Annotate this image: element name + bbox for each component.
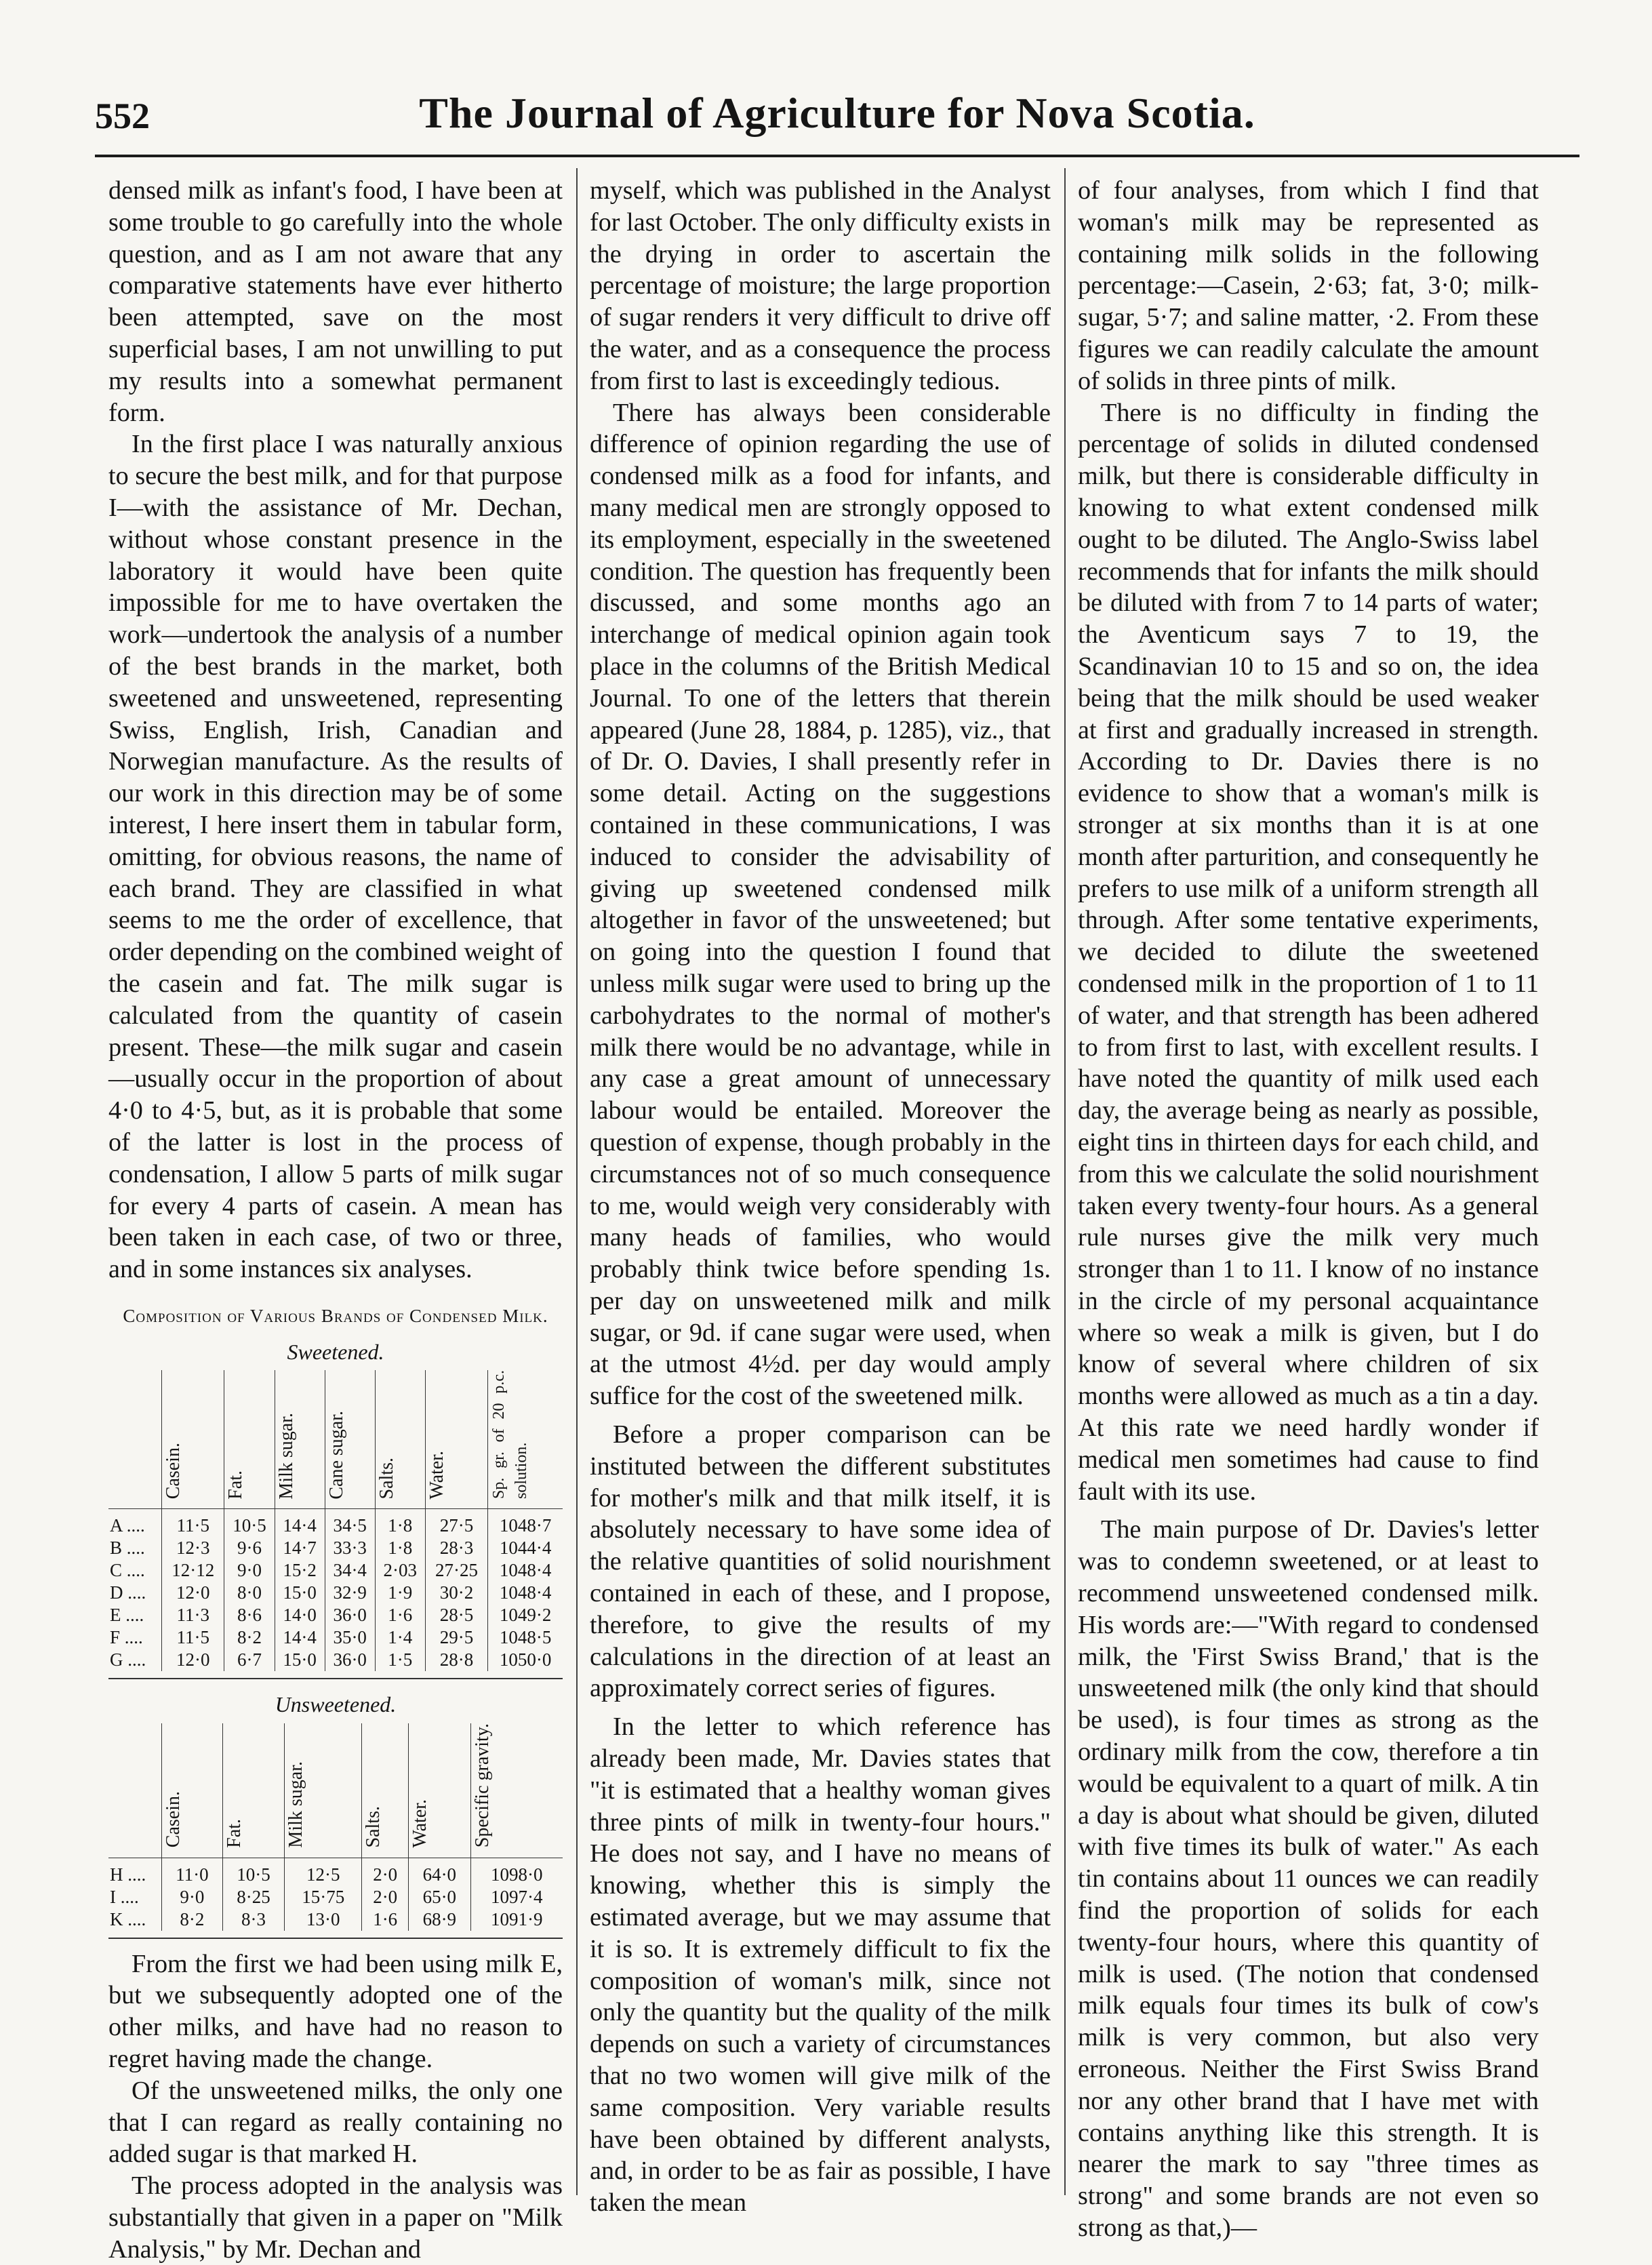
- paragraph: Before a proper comparison can be instituted between the different substitutes for mother's milk and that milk itself, it is absolutely necessary to have some idea of the relative quantities of solid nourishment contained in each of these, and I propose, therefore, to give the results of my calculations in the direction of at least an approximately correct series of figures.: [590, 1420, 1051, 1703]
- table-row: [108, 1886, 563, 1908]
- table-row: [108, 1649, 563, 1671]
- table-cell: 28·5: [425, 1604, 487, 1626]
- table-cell: 12·0: [162, 1582, 224, 1604]
- table-cell: 32·9: [325, 1582, 375, 1604]
- table-cell: 36·0: [325, 1604, 375, 1626]
- table-cell: 65·0: [409, 1886, 470, 1908]
- table-cell: 8·3: [222, 1908, 284, 1931]
- table-cell: 1048·4: [488, 1582, 563, 1604]
- page-number: 552: [95, 96, 150, 136]
- column-3: [1078, 175, 1539, 2244]
- table-cell: 15·2: [275, 1559, 325, 1582]
- table-cell: 12·5: [285, 1858, 362, 1886]
- table-cell: 36·0: [325, 1649, 375, 1671]
- table-cell: 1044·4: [488, 1537, 563, 1559]
- row-label: F ....: [110, 1627, 143, 1648]
- table-cell: 1097·4: [470, 1886, 563, 1908]
- paragraph: densed milk as infant's food, I have been at some trouble to go carefully into the whole question, and as I am not aware that any comparative statements have ever hitherto been attempted, save on the most superficial bases, I am not unwilling to put my results into a somewhat permanent form.: [108, 176, 563, 427]
- table-cell: 8·0: [224, 1582, 275, 1604]
- table-cell: 1·5: [375, 1649, 425, 1671]
- column-divider-2: [1064, 168, 1066, 2195]
- table-cell: 27·25: [425, 1559, 487, 1582]
- row-label-header: [108, 1370, 162, 1509]
- paragraph: myself, which was published in the Analyst for last October. The only difficulty exists in the drying in order to ascertain the percentage of moisture; the large proportion of sugar renders it very difficult to drive off the water, and as a consequence the process from first to last is exceedingly tedious.: [590, 176, 1051, 395]
- paragraph: In the letter to which reference has already been made, Mr. Davies states that "it is estimated that a healthy woman gives three pints of milk in twenty-four hours." He does not say, and I have no means of knowing, whether this is simply the estimated average, but we may assume that it is so. It is extremely difficult to fix the composition of woman's milk, since not only the quantity but the quality of the milk depends on such a variety of circumstances that no two women will give milk of the same composition. Very variable results have been obtained by different analysts, and, in order to be as fair as possible, I have taken the mean: [590, 1712, 1051, 2218]
- paragraph: In the first place I was naturally anxious to secure the best milk, and for that purpose I—with the assistance of Mr. Dechan, without whose constant presence in the laboratory it would have been quite impossible for me to have overtaken the work—undertook the analysis of a number of the best brands in the market, both sweetened and unsweetened, representing Swiss, English, Irish, Canadian and Norwegian manufacture. As the results of our work in this direction may be of some interest, I here insert them in tabular form, omitting, for obvious reasons, the name of each brand. They are classified in what seems to me the order of excellence, that order depending on the combined weight of the casein and fat. The milk sugar is calculated from the quantity of casein present. These—the milk sugar and casein—usually occur in the proportion of about 4·0 to 4·5, but, as it is probable that some of the latter is lost in the process of condensation, I allow 5 parts of milk sugar for every 4 parts of casein. A mean has been taken in each case, of two or three, and in some instances six analyses.: [108, 430, 563, 1284]
- column-header: Salts.: [363, 1806, 384, 1848]
- column-header: Water.: [409, 1799, 431, 1848]
- paragraph: Of the unsweetened milks, the only one that I can regard as really containing no added sugar is that marked H.: [108, 2076, 563, 2169]
- table-cell: 11·3: [162, 1604, 224, 1626]
- row-label: E ....: [110, 1605, 144, 1626]
- table-cell: 34·4: [325, 1559, 375, 1582]
- table-cell: 14·4: [275, 1509, 325, 1538]
- table-cell: 15·0: [275, 1582, 325, 1604]
- table-cell: 28·8: [425, 1649, 487, 1671]
- table-row: [108, 1537, 563, 1559]
- table-cell: 9·6: [224, 1537, 275, 1559]
- table-cell: 1·9: [375, 1582, 425, 1604]
- table-row: [108, 1626, 563, 1649]
- column-header: Cane sugar.: [325, 1410, 347, 1500]
- table-cell: 8·25: [222, 1886, 284, 1908]
- paragraph: There is no difficulty in finding the percentage of solids in diluted condensed milk, but there is considerable difficulty in knowing to what extent condensed milk ought to be diluted. The Anglo-Swiss label recommends that for infants the milk should be diluted with from 7 to 14 parts of water; the Aventicum says 7 to 19, the Scandinavian 10 to 15 and so on, the idea being that the milk should be used weaker at first and gradually increased in strength. According to Dr. Davies there is no evidence to show that a woman's milk is stronger at six months than it is at one month after parturition, and consequently he prefers to use milk of a uniform strength all through. After some tentative experiments, we decided to dilute the sweetened condensed milk in the proportion of 1 to 11 of water, and that strength has been adhered to from first to last, with excellent results. I have noted the quantity of milk used each day, the average being as nearly as possible, eight tins in thirteen days for each child, and from this we calculate the solid nourishment taken every twenty-four hours. As a general rule nurses give the milk very much stronger than 1 to 11. I know of no instance in the circle of my personal acquaintance where so weak a milk is given, but I do know of several where children of six months were allowed as much as a tin a day. At this rate we need hardly wonder if medical men sometimes had cause to find fault with its use.: [1078, 398, 1539, 1506]
- page-header: [95, 88, 1579, 149]
- table-cell: 12·0: [162, 1649, 224, 1671]
- table-cell: 12·12: [162, 1559, 224, 1582]
- table-cell: 35·0: [325, 1626, 375, 1649]
- unsweetened-label: Unsweetened.: [275, 1692, 397, 1717]
- row-label: B ....: [110, 1538, 145, 1559]
- row-label-header: [108, 1723, 162, 1858]
- paragraph: The main purpose of Dr. Davies's letter was to condemn sweetened, or at least to recommend unsweetened condensed milk. His words are:—"With regard to condensed milk, the 'First Swiss Brand,' that is the unsweetened milk (the only kind that should be used), is four times as strong as the ordinary milk from the cow, therefore a tin would be equivalent to a quart of milk. A tin a day is about what should be given, diluted with five times its bulk of water." As each tin contains about 11 ounces we can readily find the proportion of solids for each twenty-four hours, where this quantity of milk is used. (The notion that condensed milk equals four times its bulk of cow's milk is very common, but also very erroneous. Neither the First Swiss Brand nor any other brand that I have met with contains anything like this strength. It is nearer the mark to say "three times as strong" and some brands are not even so strong as that,)—: [1078, 1515, 1539, 2242]
- table-cell: 1048·5: [488, 1626, 563, 1649]
- table-cell: 34·5: [325, 1509, 375, 1538]
- table-cell: 15·0: [275, 1649, 325, 1671]
- table-cell: 1·6: [375, 1604, 425, 1626]
- table-cell: 10·5: [224, 1509, 275, 1538]
- column-header: Fat.: [223, 1818, 245, 1848]
- journal-title: The Journal of Agriculture for Nova Scotia.: [419, 89, 1255, 137]
- row-label: I ....: [110, 1886, 139, 1907]
- table-cell: 27·5: [425, 1509, 487, 1538]
- column-header: Fat.: [225, 1470, 247, 1500]
- row-label: A ....: [110, 1515, 145, 1536]
- table-cell: 2·03: [375, 1559, 425, 1582]
- table-cell: 1·6: [362, 1908, 409, 1931]
- table-rule: [108, 1938, 563, 1939]
- column-header: Milk sugar.: [285, 1761, 307, 1848]
- table-row: [108, 1559, 563, 1582]
- paragraph: From the first we had been using milk E, but we subsequently adopted one of the other milks, and have had no reason to regret having made the change.: [108, 1949, 563, 2073]
- column-divider-1: [576, 168, 578, 2195]
- table-row: [108, 1858, 563, 1886]
- row-label: D ....: [110, 1582, 146, 1603]
- column-header: Milk sugar.: [275, 1412, 297, 1500]
- table-cell: 8·2: [224, 1626, 275, 1649]
- table-cell: 1·8: [375, 1509, 425, 1538]
- table-cell: 28·3: [425, 1537, 487, 1559]
- column-header: Casein.: [163, 1443, 184, 1500]
- table-cell: 1048·4: [488, 1559, 563, 1582]
- table-cell: 1098·0: [470, 1858, 563, 1886]
- table-row: [108, 1509, 563, 1538]
- table-cell: 1048·7: [488, 1509, 563, 1538]
- table-cell: 11·5: [162, 1626, 224, 1649]
- table-cell: 68·9: [409, 1908, 470, 1931]
- table-cell: 1049·2: [488, 1604, 563, 1626]
- table-cell: 30·2: [425, 1582, 487, 1604]
- table-cell: 9·0: [224, 1559, 275, 1582]
- table-cell: 64·0: [409, 1858, 470, 1886]
- table-cell: 8·6: [224, 1604, 275, 1626]
- column-header: Specific gravity.: [471, 1723, 493, 1848]
- table-cell: 9·0: [162, 1886, 223, 1908]
- table-cell: 1·4: [375, 1626, 425, 1649]
- row-label: G ....: [110, 1649, 146, 1670]
- table-cell: 10·5: [222, 1858, 284, 1886]
- row-label: H ....: [110, 1864, 146, 1885]
- paragraph: There has always been considerable difference of opinion regarding the use of condensed milk as a food for infants, and many medical men are strongly opposed to its employment, especially in the sweetened condition. The question has frequently been discussed, and some months ago an interchange of medical opinion again took place in the columns of the British Medical Journal. To one of the letters that therein appeared (June 28, 1884, p. 1285), viz., that of Dr. O. Davies, I shall presently refer in some detail. Acting on the suggestions contained in these communications, I was induced to consider the advisability of giving up sweetened condensed milk altogether in favor of the unsweetened; but on going into the question I found that unless milk sugar were used to bring up the carbohydrates to the normal of mother's milk there would be no advantage, while in any case a great amount of unnecessary labour would be entailed. Moreover the question of expense, though probably in the circumstances not of so much consequence to me, would weigh very considerably with many heads of families, who would probably think twice before spending 1s. per day on unsweetened milk and milk sugar, or 9d. if cane sugar were used, when at the utmost 4½d. per day would amply suffice for the cost of the sweetened milk.: [590, 398, 1051, 1411]
- column-2: [590, 175, 1051, 2219]
- paragraph: of four analyses, from which I find that woman's milk may be represented as containing milk solids in the following percentage:—Casein, 2·63; fat, 3·0; milk-sugar, 5·7; and saline matter, ·2. From these figures we can readily calculate the amount of solids in three pints of milk.: [1078, 176, 1539, 395]
- table-rule: [108, 1678, 563, 1679]
- table-cell: 1·8: [375, 1537, 425, 1559]
- table-cell: 12·3: [162, 1537, 224, 1559]
- column-header: Sp. gr. of 20 p.c. solution.: [490, 1370, 531, 1500]
- sweetened-table: [108, 1370, 563, 1671]
- table-cell: 14·4: [275, 1626, 325, 1649]
- table-row: [108, 1604, 563, 1626]
- sweetened-label: Sweetened.: [287, 1339, 384, 1364]
- column-header: Water.: [426, 1450, 447, 1500]
- column-1: [108, 175, 563, 2265]
- table-cell: 1091·9: [470, 1908, 563, 1931]
- table-cell: 2·0: [362, 1858, 409, 1886]
- table-cell: 1050·0: [488, 1649, 563, 1671]
- table-cell: 8·2: [162, 1908, 223, 1931]
- table-cell: 33·3: [325, 1537, 375, 1559]
- table-cell: 14·7: [275, 1537, 325, 1559]
- table-cell: 15·75: [285, 1886, 362, 1908]
- table-cell: 11·0: [162, 1858, 223, 1886]
- row-label: C ....: [110, 1560, 145, 1581]
- table-cell: 11·5: [162, 1509, 224, 1538]
- unsweetened-table: [108, 1723, 563, 1930]
- table-row: [108, 1582, 563, 1604]
- table-cell: 14·0: [275, 1604, 325, 1626]
- row-label: K ....: [110, 1908, 146, 1929]
- table-cell: 29·5: [425, 1626, 487, 1649]
- table-cell: 13·0: [285, 1908, 362, 1931]
- paragraph: The process adopted in the analysis was substantially that given in a paper on "Milk Analysis," by Mr. Dechan and: [108, 2171, 563, 2264]
- column-header: Casein.: [163, 1791, 184, 1848]
- table-cell: 6·7: [224, 1649, 275, 1671]
- table-cell: 2·0: [362, 1886, 409, 1908]
- column-header: Salts.: [376, 1458, 397, 1500]
- table-row: [108, 1908, 563, 1931]
- header-rule: [95, 155, 1579, 157]
- table-title: Composition of Various Brands of Condensed Milk.: [123, 1305, 548, 1326]
